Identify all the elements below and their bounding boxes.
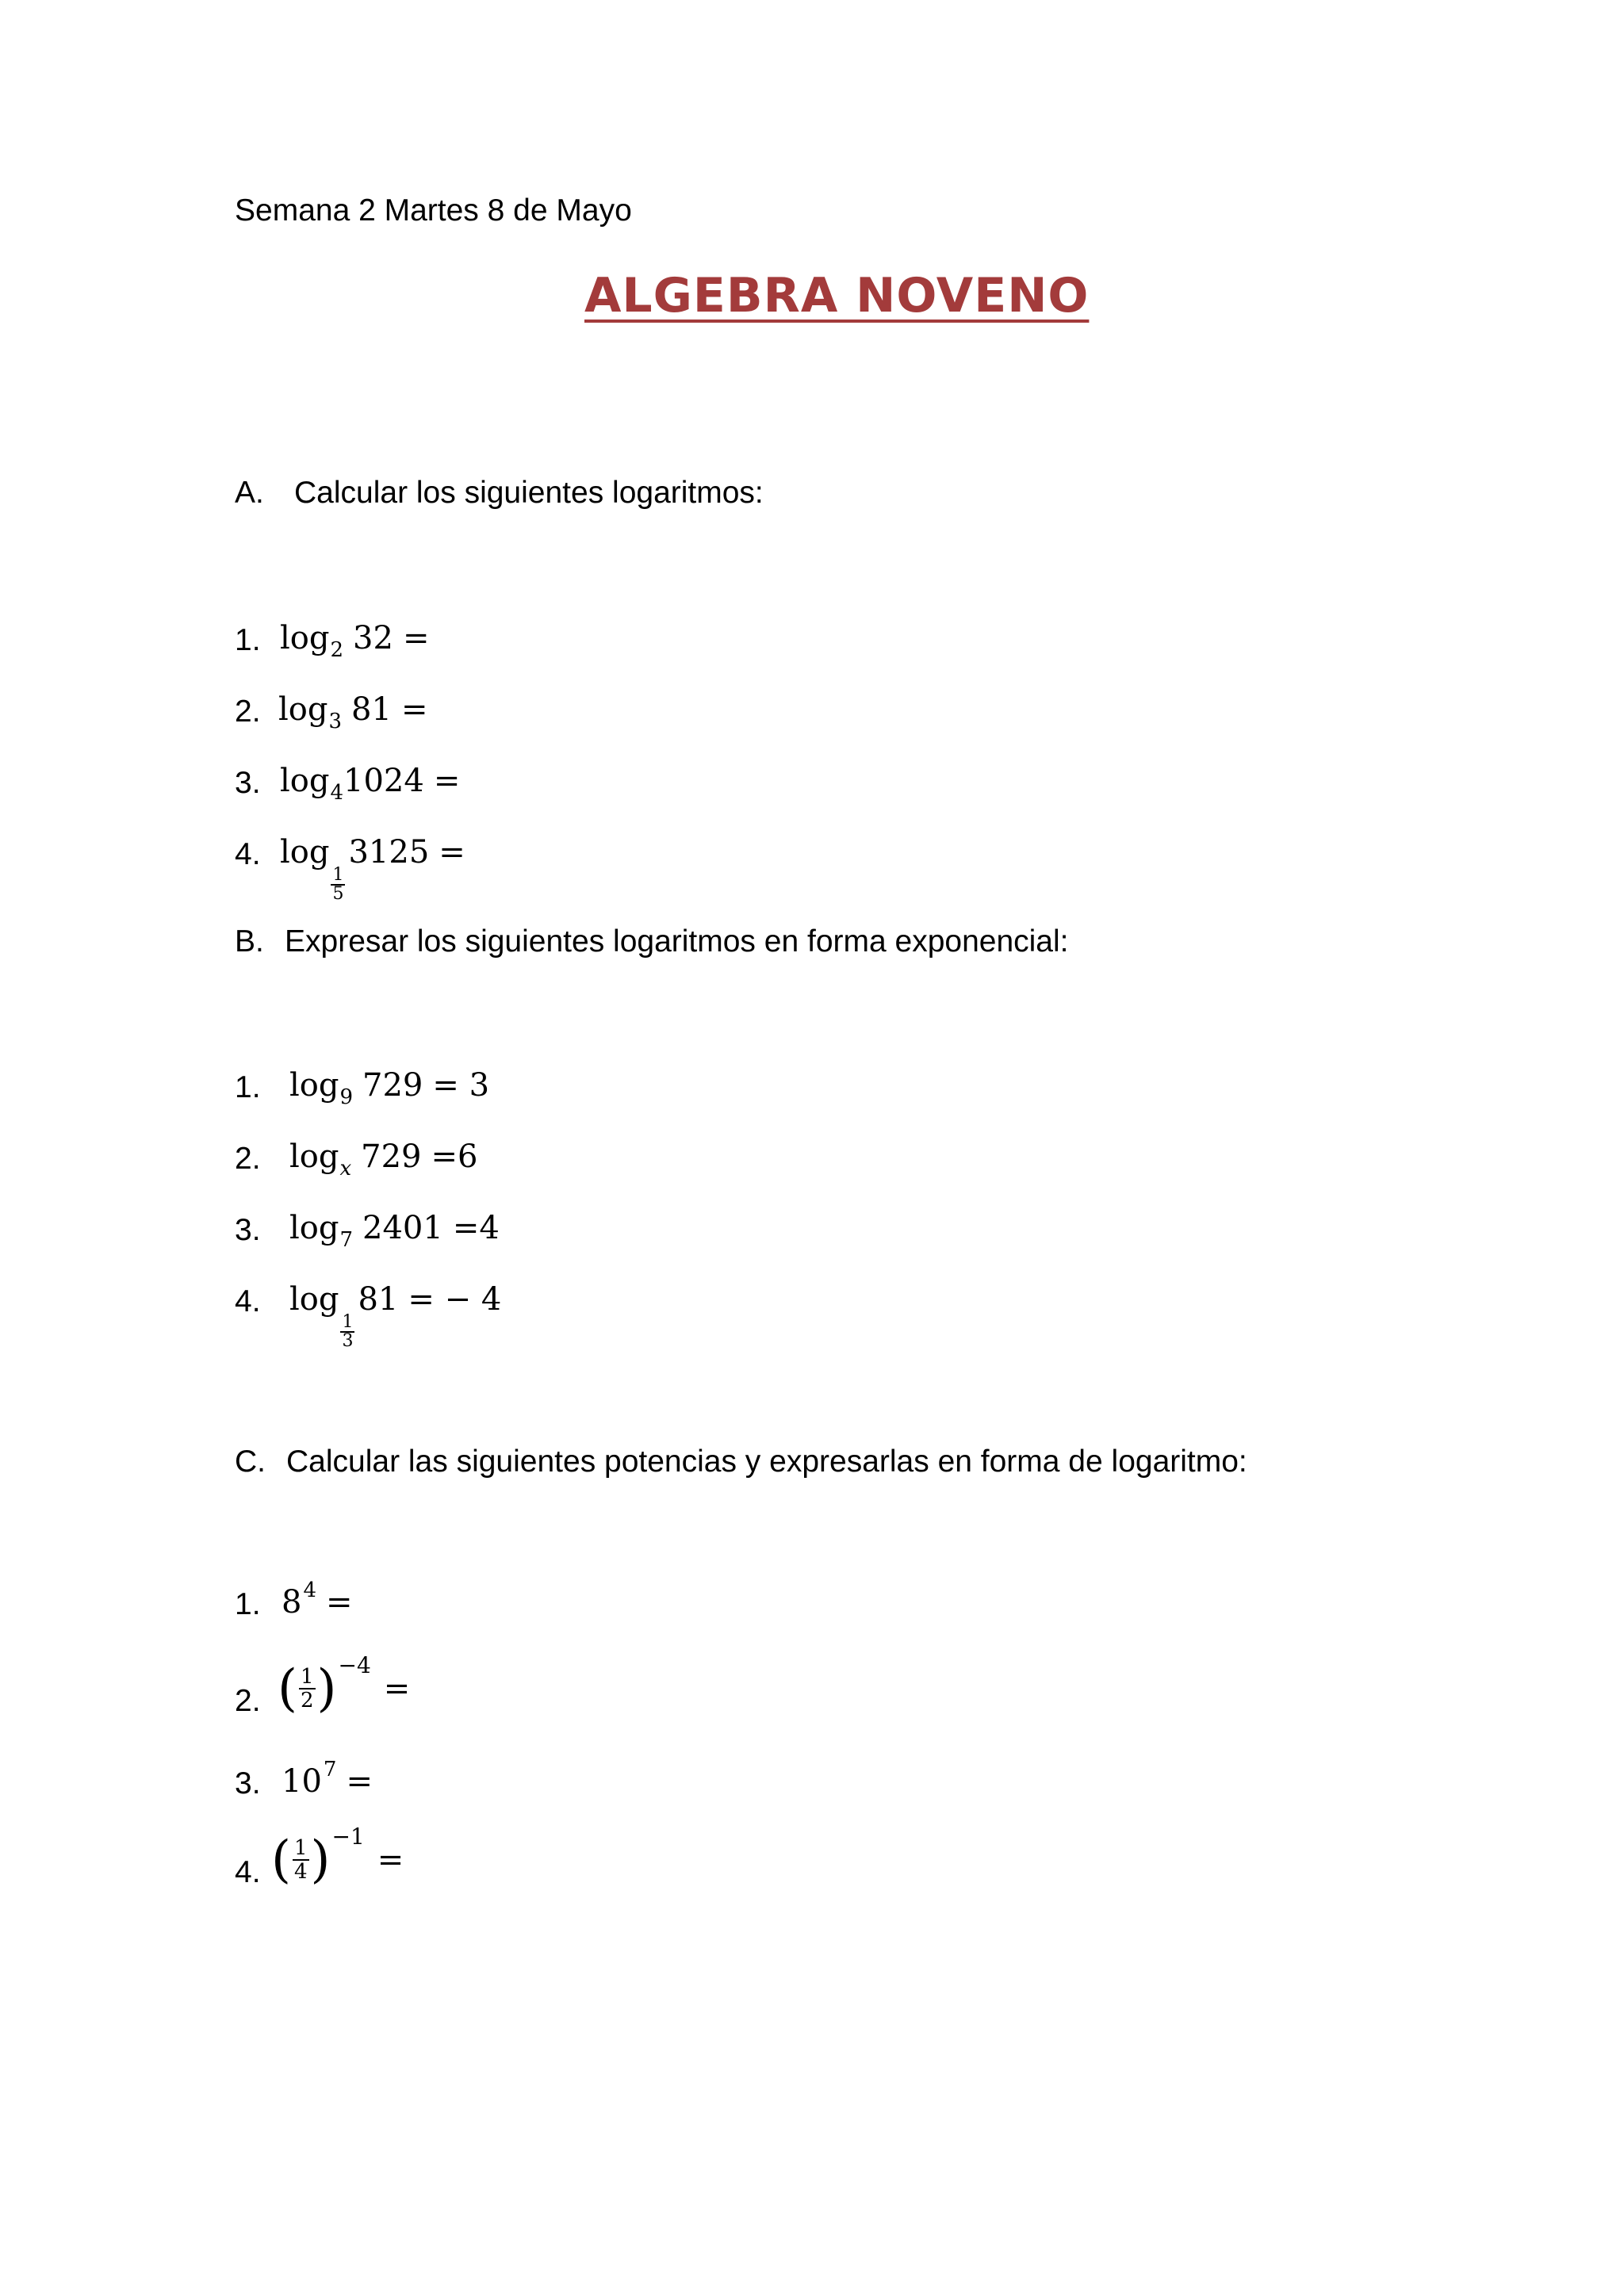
equals-sign: = — [402, 620, 430, 656]
item-a2-number: 2. — [235, 695, 261, 729]
power-base-fraction: $\frac{1}{4}$ — [293, 1836, 308, 1884]
item-b2-number: 2. — [235, 1142, 261, 1176]
log-arg: 81 — [358, 1281, 399, 1318]
right-paren: ) — [310, 1831, 331, 1889]
section-b-heading: Expresar los siguientes logaritmos en forma exponencial: — [285, 924, 1069, 959]
equation-result: = 3 — [432, 1067, 490, 1104]
log-text: log — [289, 1281, 339, 1318]
log-text: log — [280, 620, 330, 656]
item-a1-expression — [280, 620, 430, 662]
equation-result: =4 — [452, 1210, 500, 1246]
section-a-letter: A. — [235, 476, 264, 510]
power-exponent: −4 — [338, 1651, 371, 1678]
date-line: Semana 2 Martes 8 de Mayo — [235, 193, 632, 228]
log-base: 7 — [339, 1228, 354, 1252]
item-c2-number: 2. — [235, 1684, 261, 1718]
equals-sign: = — [433, 763, 461, 799]
item-c1-number: 1. — [235, 1587, 261, 1621]
left-paren: ( — [278, 1659, 297, 1718]
log-text: log — [280, 763, 330, 799]
section-c-letter: C. — [235, 1445, 266, 1479]
log-arg: 3125 — [348, 834, 430, 871]
item-c2-expression — [278, 1651, 411, 1718]
log-text: log — [278, 691, 328, 728]
equals-sign: = — [400, 691, 428, 728]
item-c4-number: 4. — [235, 1855, 261, 1889]
power-exponent: −1 — [331, 1823, 365, 1850]
item-b4-expression — [289, 1281, 502, 1351]
log-base: 2 — [330, 638, 344, 662]
power-base-fraction: $\frac{1}{2}$ — [300, 1665, 314, 1712]
item-c4-expression — [271, 1823, 404, 1889]
item-a1-number: 1. — [235, 623, 261, 657]
item-b4-number: 4. — [235, 1284, 261, 1318]
log-base: 3 — [328, 710, 343, 733]
page-title: ALGEBRA NOVENO — [584, 268, 1090, 323]
log-base-fraction: $\frac{1}{5}$ — [332, 865, 344, 904]
log-base: x — [339, 1157, 352, 1181]
item-b3-number: 3. — [235, 1213, 261, 1247]
section-a-heading: Calcular los siguientes logaritmos: — [294, 476, 764, 510]
power-base: 10 — [282, 1763, 322, 1800]
left-paren: ( — [271, 1831, 291, 1889]
log-arg: 81 — [351, 691, 392, 728]
section-c-heading: Calcular las siguientes potencias y expresarlas en forma de logaritmo: — [286, 1445, 1247, 1479]
section-b-letter: B. — [235, 924, 264, 959]
equals-sign: = — [439, 834, 465, 871]
equals-sign: = — [346, 1763, 373, 1800]
log-arg: 729 — [362, 1067, 423, 1104]
item-b1-expression — [289, 1067, 490, 1109]
right-paren: ) — [316, 1659, 337, 1718]
item-a2-expression — [278, 691, 428, 733]
equation-result: = − 4 — [408, 1281, 502, 1318]
item-a3-number: 3. — [235, 766, 261, 800]
log-text: log — [289, 1210, 339, 1246]
item-a3-expression — [280, 763, 461, 805]
item-a4-expression — [280, 834, 465, 904]
equation-result: =6 — [431, 1138, 478, 1175]
power-base: 8 — [282, 1584, 302, 1621]
power-exponent: 4 — [303, 1578, 316, 1602]
item-a4-number: 4. — [235, 837, 261, 871]
item-c3-expression — [282, 1758, 373, 1800]
item-b3-expression — [289, 1210, 500, 1252]
log-arg: 2401 — [362, 1210, 443, 1246]
item-c1-expression — [282, 1578, 353, 1621]
item-b2-expression — [289, 1138, 478, 1181]
equals-sign: = — [377, 1842, 404, 1878]
log-arg: 32 — [353, 620, 393, 656]
log-text: log — [289, 1138, 339, 1175]
equals-sign: = — [383, 1670, 411, 1707]
log-text: log — [289, 1067, 339, 1104]
log-base: 9 — [339, 1085, 354, 1109]
item-b1-number: 1. — [235, 1070, 261, 1104]
equals-sign: = — [326, 1584, 353, 1621]
item-c3-number: 3. — [235, 1766, 261, 1800]
log-base-fraction: $\frac{1}{3}$ — [342, 1312, 354, 1351]
power-exponent: 7 — [323, 1758, 337, 1781]
log-arg: 729 — [361, 1138, 422, 1175]
log-arg: 1024 — [343, 763, 424, 799]
log-text: log — [280, 834, 330, 871]
log-base: 4 — [330, 781, 344, 805]
